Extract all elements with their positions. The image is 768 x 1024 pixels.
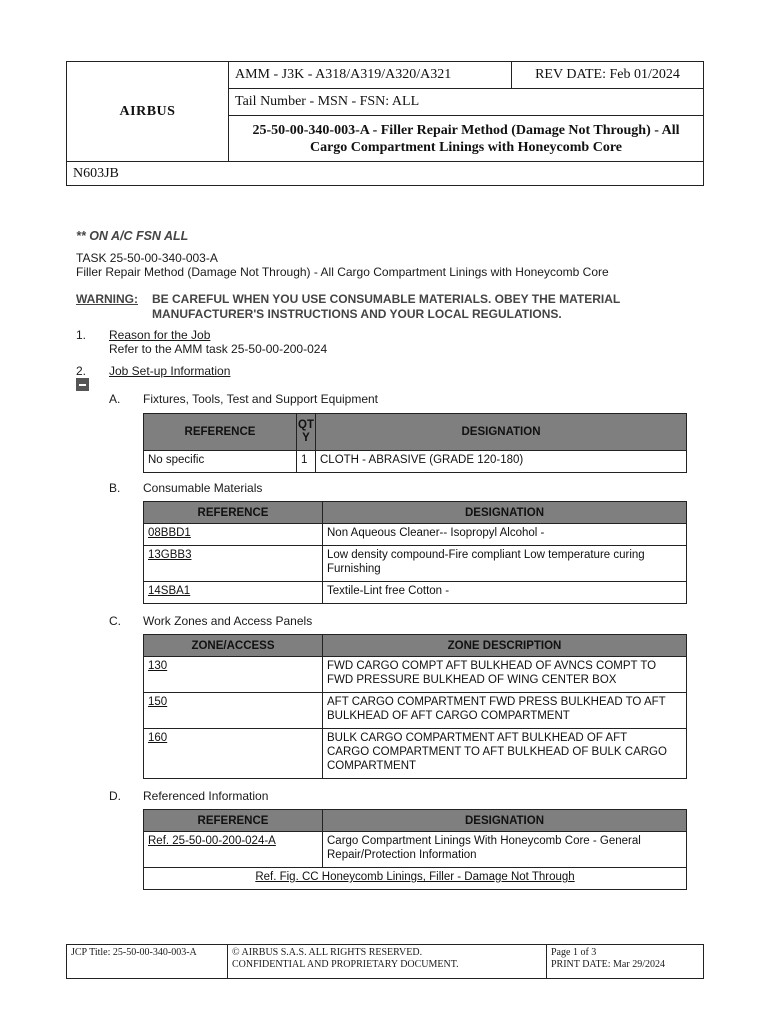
quantity-cell: 1 [297, 451, 316, 473]
task-id: TASK 25-50-00-340-003-A [76, 251, 218, 265]
table-row [144, 546, 687, 582]
designation-line: Repair/Protection Information [327, 849, 477, 861]
zone-description-cell [323, 657, 687, 693]
zone-line: AFT CARGO COMPARTMENT FWD PRESS BULKHEAD TO AFT [327, 696, 666, 708]
zone-link[interactable]: 150 [144, 693, 323, 729]
table-row [144, 657, 687, 693]
designation-cell: CLOTH - ABRASIVE (GRADE 120-180) [316, 451, 687, 473]
copyright [228, 945, 547, 979]
col-zone-description: ZONE DESCRIPTION [323, 635, 687, 657]
task-title-line-2: Cargo Compartment Linings with Honeycomb Core [309, 139, 622, 155]
page-info [547, 945, 704, 979]
zone-line: FWD PRESSURE BULKHEAD OF WING CENTER BOX [327, 674, 617, 686]
reference-link[interactable]: Ref. 25-50-00-200-024-A [144, 832, 323, 868]
print-date: PRINT DATE: Mar 29/2024 [551, 959, 665, 970]
manual-reference: AMM - J3K - A318/A319/A320/A321 [229, 62, 512, 89]
designation-line: Furnishing [327, 563, 381, 575]
zone-link[interactable]: 130 [144, 657, 323, 693]
document-footer [66, 944, 704, 979]
applicability: ** ON A/C FSN ALL [76, 229, 189, 243]
col-quantity-line-2: Y [302, 432, 310, 444]
col-reference: REFERENCE [144, 810, 323, 832]
section-2-heading: Job Set-up Information [109, 364, 231, 378]
zone-line: COMPARTMENT [327, 760, 417, 772]
material-link[interactable]: 13GBB3 [144, 546, 323, 582]
zone-description-cell [323, 729, 687, 779]
sub-a-heading: Fixtures, Tools, Test and Support Equipment [143, 392, 379, 406]
table-row [144, 729, 687, 779]
sub-d-heading: Referenced Information [143, 789, 269, 803]
task-title-header [229, 116, 704, 162]
zone-link[interactable]: 160 [144, 729, 323, 779]
references-table [143, 809, 687, 890]
jcp-title: JCP Title: 25-50-00-340-003-A [67, 945, 228, 979]
section-1-number: 1. [76, 328, 87, 342]
sub-d-letter: D. [109, 789, 121, 803]
designation-cell [323, 832, 687, 868]
designation-line: Cargo Compartment Linings With Honeycomb Core - General [327, 835, 641, 847]
zone-line: CARGO COMPARTMENT TO AFT BULKHEAD OF BULK CARGO [327, 746, 667, 758]
designation-cell: Non Aqueous Cleaner-- Isopropyl Alcohol - [323, 524, 687, 546]
warning-line-1: BE CAREFUL WHEN YOU USE CONSUMABLE MATERIALS. OBEY THE MATERIAL [152, 292, 621, 306]
copyright-line-1: © AIRBUS S.A.S. ALL RIGHTS RESERVED. [232, 947, 423, 958]
col-reference: REFERENCE [144, 414, 297, 451]
sub-b-heading: Consumable Materials [143, 481, 263, 495]
col-reference: REFERENCE [144, 502, 323, 524]
document-header [66, 61, 704, 186]
copyright-line-2: CONFIDENTIAL AND PROPRIETARY DOCUMENT. [232, 959, 459, 970]
table-row [144, 451, 687, 473]
col-quantity-line-1: QT [298, 419, 314, 431]
table-row [144, 524, 687, 546]
designation-cell: Textile-Lint free Cotton - [323, 582, 687, 604]
col-designation: DESIGNATION [316, 414, 687, 451]
section-1-heading: Reason for the Job [109, 328, 211, 342]
tail-number: Tail Number - MSN - FSN: ALL [229, 89, 704, 116]
col-zone: ZONE/ACCESS [144, 635, 323, 657]
material-link[interactable]: 14SBA1 [144, 582, 323, 604]
task-title: Filler Repair Method (Damage Not Through) - All Cargo Compartment Linings with Honeycomb Core [76, 265, 609, 279]
warning-line-2: MANUFACTURER'S INSTRUCTIONS AND YOUR LOCAL REGULATIONS. [152, 307, 562, 321]
table-row [144, 832, 687, 868]
airbus-logo: AIRBUS [67, 62, 229, 162]
revision-date: REV DATE: Feb 01/2024 [512, 62, 704, 89]
section-2-number: 2. [76, 364, 87, 378]
table-row [144, 868, 687, 890]
col-designation: DESIGNATION [323, 810, 687, 832]
zone-line: FWD CARGO COMPT AFT BULKHEAD OF AVNCS COMPT TO [327, 660, 657, 672]
table-row [144, 693, 687, 729]
sub-a-letter: A. [109, 392, 121, 406]
zone-line: BULK CARGO COMPARTMENT AFT BULKHEAD OF AFT [327, 732, 628, 744]
page-number: Page 1 of 3 [551, 947, 597, 958]
collapse-icon[interactable] [76, 378, 89, 391]
figure-cell [144, 868, 687, 890]
section-1-text: Refer to the AMM task 25-50-00-200-024 [109, 342, 328, 356]
designation-line: Low density compound-Fire compliant Low temperature curing [327, 549, 645, 561]
col-designation: DESIGNATION [323, 502, 687, 524]
aircraft-registration: N603JB [67, 162, 704, 186]
task-title-line-1: 25-50-00-340-003-A - Filler Repair Method (Damage Not Through) - All [252, 122, 680, 138]
tools-table [143, 413, 687, 473]
sub-b-letter: B. [109, 481, 121, 495]
warning-label: WARNING: [76, 292, 138, 306]
zone-line: BULKHEAD OF AFT CARGO COMPARTMENT [327, 710, 570, 722]
table-row [144, 582, 687, 604]
zone-description-cell [323, 693, 687, 729]
col-quantity [297, 414, 316, 451]
material-link[interactable]: 08BBD1 [144, 524, 323, 546]
designation-cell [323, 546, 687, 582]
sub-c-heading: Work Zones and Access Panels [143, 614, 313, 628]
reference-cell: No specific [144, 451, 297, 473]
figure-link[interactable]: Ref. Fig. CC Honeycomb Linings, Filler - Damage Not Through [255, 871, 575, 883]
sub-c-letter: C. [109, 614, 121, 628]
consumables-table [143, 501, 687, 604]
zones-table [143, 634, 687, 779]
